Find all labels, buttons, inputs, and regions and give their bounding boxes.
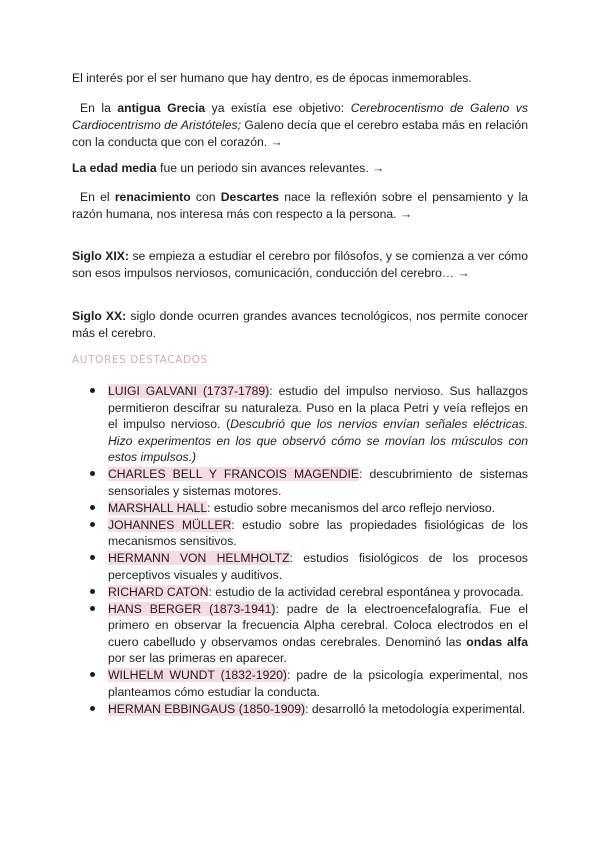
bullet-icon xyxy=(90,388,95,393)
author-description: : estudios fisiológicos de los procesos perceptivos visuales y auditivos. xyxy=(108,551,528,582)
list-item xyxy=(72,383,528,466)
term-antigua-grecia: antigua Grecia xyxy=(117,101,206,115)
bullet-icon xyxy=(90,706,95,711)
paragraph-edad-media xyxy=(72,160,528,177)
bullet-icon xyxy=(90,672,95,677)
list-item xyxy=(72,550,528,583)
list-item xyxy=(72,466,528,499)
author-description: : estudio de la actividad cerebral espontánea y provocada. xyxy=(208,584,524,599)
text: Galeno decía que el cerebro estaba más en relación con la conducta que con el corazón. → xyxy=(72,118,528,149)
author-description: : estudio sobre las propiedades fisiológicas de los mecanismos sensitivos. xyxy=(108,517,528,548)
paragraph-grecia xyxy=(72,100,528,151)
text: nace la reflexión sobre el pensamiento y la razón humana, nos interesa más con respecto a la persona. → xyxy=(72,190,528,221)
author-name: RICHARD CATON xyxy=(108,584,209,599)
author-name: WILHELM WUNDT (1832-1920) xyxy=(108,668,287,682)
author-description: : padre de la psicología experimental, nos planteamos cómo estudiar la conducta. xyxy=(108,668,529,699)
term-siglo-xx: Siglo XX: xyxy=(72,309,127,323)
author-name: HERMAN EBBINGAUS (1850-1909) xyxy=(108,701,306,716)
section-heading: AUTORES DESTACADOS xyxy=(72,354,208,366)
bullet-icon xyxy=(90,589,95,594)
term-descartes: Descartes xyxy=(220,190,280,204)
text: se empieza a estudiar el cerebro por filósofos, y se comienza a ver cómo son esos impulsos nerviosos, comunicación, conducción del cerebro… → xyxy=(72,249,528,280)
author-name: HANS BERGER (1873-1941) xyxy=(108,601,276,616)
bullet-icon xyxy=(90,555,95,560)
author-name: HERMANN VON HELMHOLTZ xyxy=(108,551,290,565)
author-description: por ser las primeras en aparecer. xyxy=(108,651,287,665)
author-description: : estudio del impulso nervioso. Sus hallazgos permitieron descifrar su naturaleza. Puso en la placa Petri y veía reflejos en el impulso nervioso. ( xyxy=(108,384,528,431)
author-description: : padre de la electroencefalografía. Fue el primero en observar la frecuencia Alpha cerebral. Coloca electrodos en el cuero cabelludo y observamos ondas cerebrales. Denominó las xyxy=(108,601,528,649)
author-note: Descubrió que los nervios envían señales eléctricas. Hizo experimentos en los que observó cómo se movían los músculos con estos impulsos.) xyxy=(108,417,528,464)
author-name: CHARLES BELL Y FRANCOIS MAGENDIE xyxy=(108,467,360,481)
author-description: : desarrolló la metodología experimental. xyxy=(305,701,526,716)
bullet-icon xyxy=(90,522,95,527)
text: En el xyxy=(80,190,115,204)
bullet-icon xyxy=(90,606,95,611)
author-name: MARSHALL HALL xyxy=(108,500,208,515)
text: fue un periodo sin avances relevantes. → xyxy=(156,161,385,175)
authors-list xyxy=(72,383,528,718)
list-item xyxy=(72,667,528,700)
paragraph-intro xyxy=(72,70,528,87)
author-name: JOHANNES MÜLLER xyxy=(108,517,232,532)
italic-cerebrocentrismo: Cerebrocentismo de Galeno vs Cardiocentrismo de Aristóteles; xyxy=(72,101,528,132)
text: En la xyxy=(80,101,118,115)
bullet-icon xyxy=(90,471,95,476)
term-edad-media: La edad media xyxy=(72,161,157,175)
author-description: : estudio sobre mecanismos del arco reflejo nervioso. xyxy=(207,500,496,515)
paragraph-intro-text: El interés por el ser humano que hay dentro, es de épocas inmemorables. xyxy=(72,71,472,85)
term-ondas-alfa: ondas alfa xyxy=(466,634,529,649)
paragraph-renacimiento xyxy=(72,189,528,223)
list-item xyxy=(72,517,528,550)
term-siglo-xix: Siglo XIX: xyxy=(72,249,129,263)
text: con xyxy=(190,190,221,204)
list-item xyxy=(72,500,528,517)
paragraph-siglo-xx xyxy=(72,308,528,342)
list-item xyxy=(72,701,528,718)
author-description: : descubrimiento de sistemas sensoriales y sistemas motores. xyxy=(108,467,528,498)
author-name: LUIGI GALVANI (1737-1789) xyxy=(108,384,270,398)
bullet-icon xyxy=(90,505,95,510)
text: ya existía ese objetivo: xyxy=(205,101,351,115)
term-renacimiento: renacimiento xyxy=(114,190,191,204)
list-item xyxy=(72,601,528,667)
list-item xyxy=(72,584,528,601)
text: siglo donde ocurren grandes avances tecnológicos, nos permite conocer más el cerebro. xyxy=(72,309,528,340)
paragraph-siglo-xix xyxy=(72,248,528,282)
